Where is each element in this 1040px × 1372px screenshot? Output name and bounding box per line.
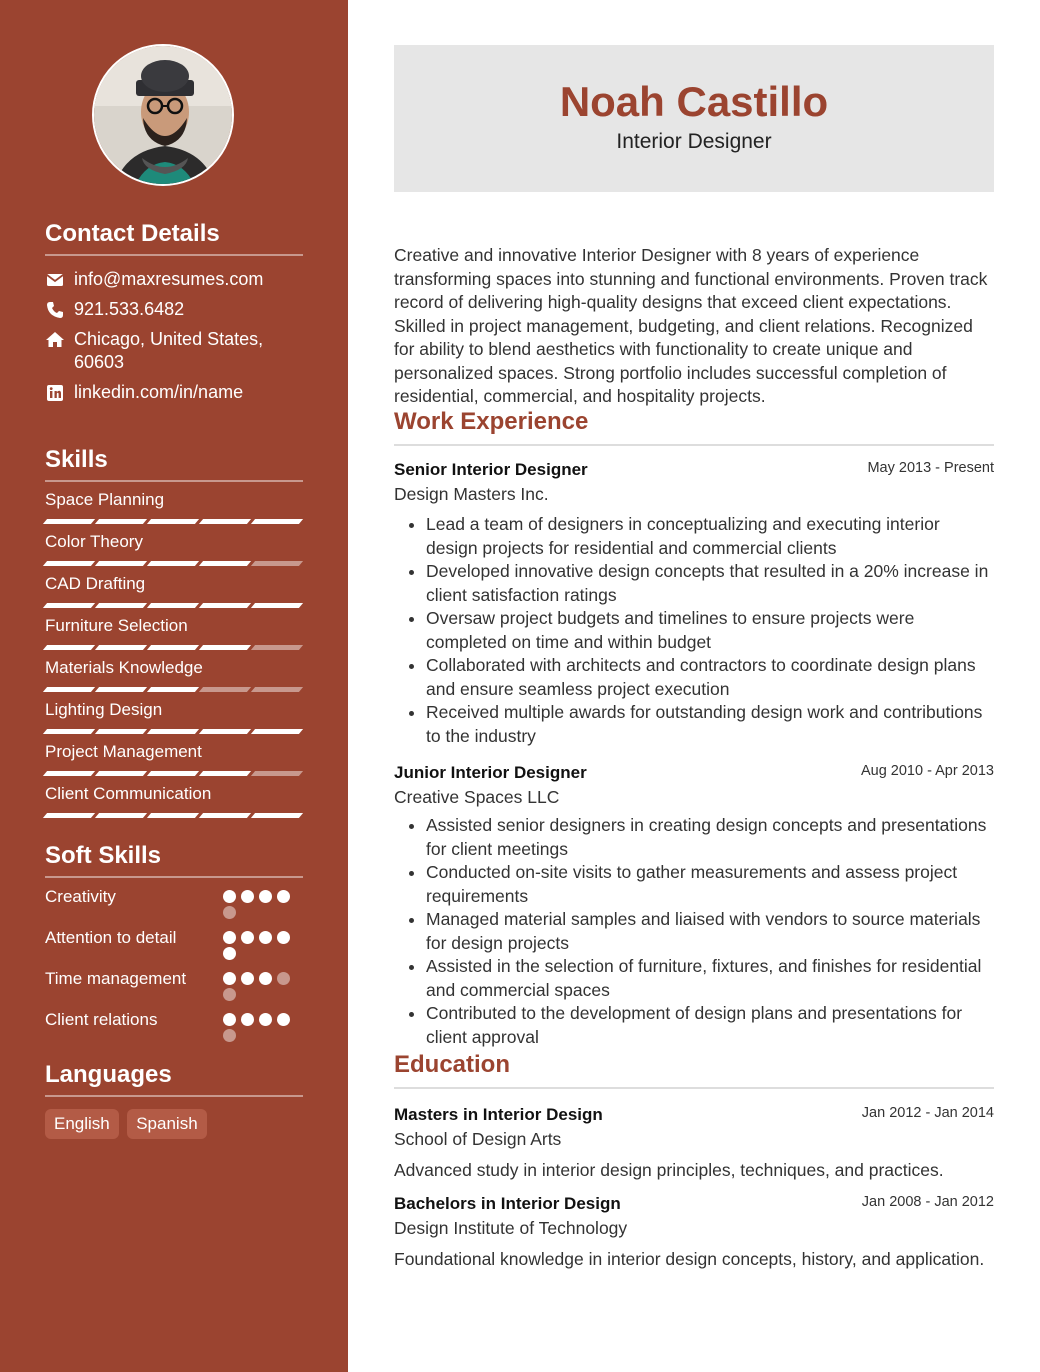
rating-dot (241, 972, 254, 985)
skill-level-segment (43, 729, 95, 734)
skill-level-bar (45, 687, 303, 692)
skill-level-bar (45, 813, 303, 818)
skills-section (45, 446, 303, 818)
education-date: Jan 2012 - Jan 2014 (861, 1105, 994, 1121)
skill-level-segment (251, 519, 303, 524)
soft-skill-rating (223, 926, 303, 960)
skill-name: CAD Drafting (45, 574, 146, 593)
candidate-title: Interior Designer (616, 130, 772, 153)
job-date: Aug 2010 - Apr 2013 (860, 763, 994, 779)
soft-skill-name: Client relations (45, 1010, 158, 1029)
contact-section (45, 220, 303, 404)
skill-level-bar (45, 645, 303, 650)
rating-dot (223, 988, 236, 1001)
soft-skill-item (45, 1008, 303, 1042)
education-description: Foundational knowledge in interior design concepts, history, and application. (394, 1249, 985, 1269)
soft-skill-name: Creativity (45, 887, 116, 906)
language-chip: Spanish (127, 1109, 206, 1139)
contact-title: Contact Details (45, 220, 303, 256)
job-bullet: • Managed material samples and liaised with vendors to source materials for design projects (426, 908, 994, 955)
rating-dot (241, 890, 254, 903)
skill-level-segment (95, 561, 147, 566)
job-title: Junior Interior Designer (394, 763, 587, 782)
contact-linkedin-text: linkedin.com/in/name (74, 382, 244, 402)
degree-title: Masters in Interior Design (394, 1105, 603, 1124)
skill-level-segment (147, 771, 199, 776)
skill-level-segment (43, 603, 95, 608)
skill-level-segment (147, 519, 199, 524)
skill-level-segment (147, 813, 199, 818)
job-bullet: • Oversaw project budgets and timelines to ensure projects were completed on time and within budget (426, 607, 994, 654)
skill-level-segment (147, 687, 199, 692)
sidebar (0, 0, 348, 1372)
soft-skill-rating (223, 967, 303, 1001)
skill-level-segment (147, 645, 199, 650)
contact-address (45, 328, 303, 374)
rating-dot (223, 931, 236, 944)
skill-level-bar (45, 729, 303, 734)
skill-level-bar (45, 519, 303, 524)
soft-skill-name: Attention to detail (45, 928, 177, 947)
skills-title: Skills (45, 446, 303, 482)
skill-name: Space Planning (45, 490, 165, 509)
work-experience-title: Work Experience (394, 408, 994, 446)
linkedin-icon (45, 383, 65, 403)
job-bullet: • Developed innovative design concepts that resulted in a 20% increase in client satisfaction ratings (426, 560, 994, 607)
rating-dot (223, 972, 236, 985)
skill-level-segment (199, 519, 251, 524)
skill-level-segment (251, 687, 303, 692)
soft-skill-item (45, 967, 303, 1001)
job-company: Design Masters Inc. (394, 484, 549, 504)
skill-level-segment (199, 771, 251, 776)
skill-name: Furniture Selection (45, 616, 188, 635)
skill-level-segment (199, 645, 251, 650)
rating-dot (241, 931, 254, 944)
job-bullet: • Conducted on-site visits to gather measurements and assess project requirements (426, 861, 994, 908)
skill-level-segment (147, 561, 199, 566)
skill-item (45, 573, 303, 608)
skill-level-segment (43, 687, 95, 692)
rating-dot (223, 890, 236, 903)
rating-dot (259, 972, 272, 985)
rating-dot (277, 1013, 290, 1026)
rating-dot (259, 931, 272, 944)
skill-level-segment (43, 519, 95, 524)
skill-item (45, 489, 303, 524)
skill-level-segment (251, 645, 303, 650)
skill-level-segment (95, 687, 147, 692)
soft-skill-item (45, 885, 303, 919)
education-title: Education (394, 1051, 994, 1089)
skill-level-segment (95, 645, 147, 650)
email-icon (45, 270, 65, 290)
job-title: Senior Interior Designer (394, 460, 588, 479)
skill-item (45, 699, 303, 734)
skill-level-segment (199, 561, 251, 566)
skill-level-segment (95, 603, 147, 608)
job-bullet: • Contributed to the development of design plans and presentations for client approval (426, 1002, 994, 1049)
skill-level-segment (95, 771, 147, 776)
skill-level-segment (251, 729, 303, 734)
skill-level-segment (43, 561, 95, 566)
skill-level-segment (147, 729, 199, 734)
skill-level-segment (199, 729, 251, 734)
rating-dot (277, 972, 290, 985)
job-bullet: • Received multiple awards for outstanding design work and contributions to the industry (426, 701, 994, 748)
skill-name: Project Management (45, 742, 202, 761)
school-name: School of Design Arts (394, 1129, 562, 1149)
soft-skill-rating (223, 885, 303, 919)
profile-photo (94, 46, 234, 186)
skill-item (45, 741, 303, 776)
job-date: May 2013 - Present (867, 460, 994, 476)
education-description: Advanced study in interior design principles, techniques, and practices. (394, 1160, 944, 1180)
job-bullet: • Assisted senior designers in creating design concepts and presentations for client meetings (426, 814, 994, 861)
skill-level-bar (45, 561, 303, 566)
skill-level-segment (199, 813, 251, 818)
skill-item (45, 783, 303, 818)
skill-level-segment (251, 771, 303, 776)
education-entry (394, 1105, 994, 1183)
education-entry (394, 1194, 994, 1272)
soft-skill-item (45, 926, 303, 960)
rating-dot (223, 906, 236, 919)
skill-level-segment (251, 561, 303, 566)
skill-level-segment (95, 729, 147, 734)
soft-skill-rating (223, 1008, 303, 1042)
job-entry (394, 763, 994, 1049)
school-name: Design Institute of Technology (394, 1218, 628, 1238)
skill-level-segment (43, 645, 95, 650)
skill-name: Lighting Design (45, 700, 163, 719)
skill-name: Client Communication (45, 784, 212, 803)
skill-level-segment (43, 813, 95, 818)
degree-title: Bachelors in Interior Design (394, 1194, 621, 1213)
contact-email-text: info@maxresumes.com (74, 269, 264, 289)
rating-dot (277, 890, 290, 903)
rating-dot (241, 1013, 254, 1026)
skill-level-segment (199, 687, 251, 692)
contact-phone[interactable] (45, 298, 303, 321)
phone-icon (45, 300, 65, 320)
skill-level-bar (45, 771, 303, 776)
skill-level-segment (43, 771, 95, 776)
header (394, 45, 994, 192)
contact-email[interactable] (45, 268, 303, 291)
skill-item (45, 615, 303, 650)
skill-level-segment (147, 603, 199, 608)
contact-address-text: Chicago, United States, 60603 (74, 329, 264, 372)
rating-dot (223, 947, 236, 960)
contact-linkedin[interactable] (45, 381, 303, 404)
job-bullet: • Assisted in the selection of furniture, fixtures, and finishes for residential and commercial spaces (426, 955, 994, 1002)
candidate-name: Noah Castillo (559, 78, 829, 125)
summary: Creative and innovative Interior Designer with 8 years of experience transforming spaces into stunning and functional environments. Proven track record of delivering high-quality designs that exceed client expectations. Skilled in project management, budgeting, and client relations. Recognized for ability to blend aesthetics with functionality to create unique and personalized spaces. Strong portfolio includes successful completion of residential, commercial, and hospitality projects. (394, 245, 988, 406)
rating-dot (223, 1029, 236, 1042)
soft-skills-section (45, 842, 303, 1042)
rating-dot (277, 931, 290, 944)
home-icon (45, 330, 65, 350)
rating-dot (259, 890, 272, 903)
job-company: Creative Spaces LLC (394, 787, 560, 807)
languages-section (45, 1061, 303, 1139)
job-entry (394, 460, 994, 748)
skill-item (45, 531, 303, 566)
education-date: Jan 2008 - Jan 2012 (861, 1194, 994, 1210)
skill-name: Color Theory (45, 532, 143, 551)
skill-level-bar (45, 603, 303, 608)
skill-level-segment (199, 603, 251, 608)
soft-skills-title: Soft Skills (45, 842, 303, 878)
job-bullet: • Lead a team of designers in conceptualizing and executing interior design projects for residential and commercial clients (426, 513, 994, 560)
languages-title: Languages (45, 1061, 303, 1097)
job-bullets (394, 513, 994, 748)
skill-level-segment (251, 813, 303, 818)
skill-item (45, 657, 303, 692)
skill-level-segment (251, 603, 303, 608)
job-bullets (394, 814, 994, 1049)
skill-name: Materials Knowledge (45, 658, 203, 677)
contact-phone-text: 921.533.6482 (74, 299, 185, 319)
rating-dot (259, 1013, 272, 1026)
language-chip: English (45, 1109, 119, 1139)
job-bullet: • Collaborated with architects and contractors to coordinate design plans and ensure seamless project execution (426, 654, 994, 701)
soft-skill-name: Time management (45, 969, 187, 988)
avatar (92, 44, 234, 186)
skill-level-segment (95, 813, 147, 818)
rating-dot (223, 1013, 236, 1026)
skill-level-segment (95, 519, 147, 524)
